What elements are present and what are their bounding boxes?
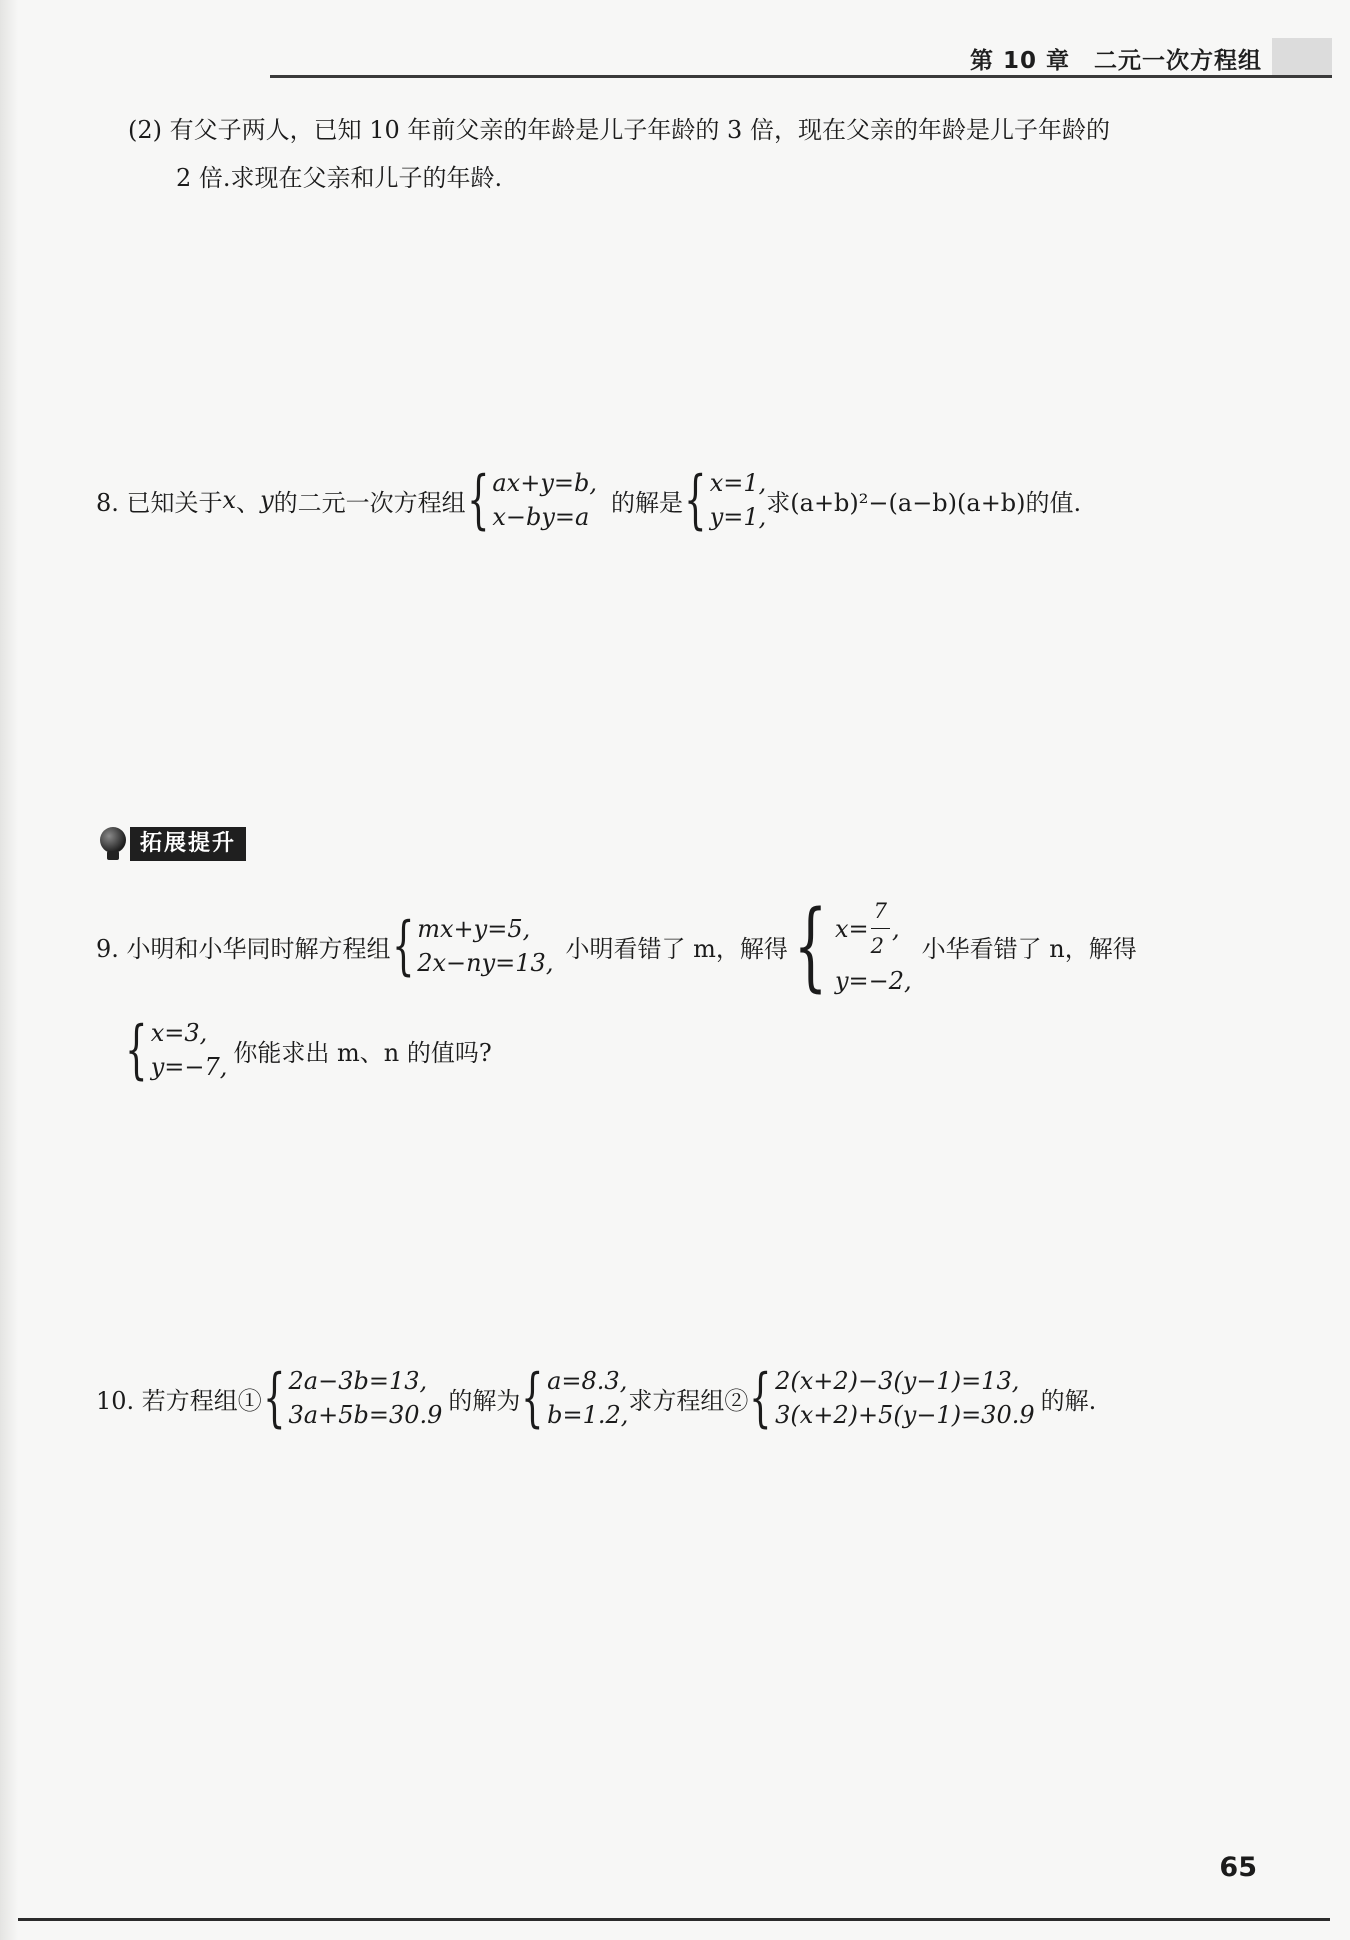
q10-system-2 — [748, 1361, 1035, 1435]
q9-ming-fraction — [871, 894, 890, 963]
page-number: 65 — [1219, 1852, 1257, 1883]
q10-solution-text: 的解为 — [448, 1386, 521, 1415]
q9-ming-y: y=−2, — [834, 967, 912, 995]
q8-sol1: x=1, — [709, 469, 767, 497]
q9-ming-x: x= — [834, 914, 869, 943]
lightbulb-icon — [98, 827, 128, 861]
left-brace: { — [749, 1361, 772, 1435]
chapter-title: 第 10 章 二元一次方程组 — [969, 48, 1262, 74]
q8-equation-system — [466, 463, 597, 537]
q8-mid: 的二元一次方程组 — [273, 488, 466, 517]
header-rule — [270, 75, 1332, 78]
q10-tail: 的解. — [1040, 1386, 1097, 1415]
q10-eq3: 2(x+2)−3(y−1)=13, — [775, 1367, 1020, 1395]
q10-prefix: 10. 若方程组① — [96, 1386, 262, 1415]
q10-sol2: b=1.2, — [547, 1401, 629, 1429]
q8-tail: 求(a+b)²−(a−b)(a+b)的值. — [766, 488, 1082, 517]
q8-eq1: ax+y=b, — [492, 469, 597, 497]
q8-var-y: y — [260, 486, 274, 514]
left-brace: { — [262, 1361, 286, 1435]
q9-hua-y: y=−7, — [150, 1053, 228, 1081]
q8-solution-system — [683, 463, 767, 537]
question-9 — [96, 890, 1137, 1002]
question-8 — [96, 463, 1082, 537]
q8-var-x: x — [222, 486, 237, 514]
left-brace: { — [521, 1361, 544, 1435]
left-brace: { — [125, 1013, 148, 1087]
q9-ming-denominator: 2 — [870, 934, 884, 958]
q9-ming-text: 小明看错了 m，解得 — [565, 934, 788, 963]
q9-ming-solution — [788, 890, 912, 1002]
q9-hua-text: 小华看错了 n，解得 — [921, 934, 1137, 963]
q7-2-line1: (2) 有父子两人，已知 10 年前父亲的年龄是儿子年龄的 3 倍，现在父亲的年龄是儿子年龄的 — [128, 116, 1110, 144]
left-brace: { — [684, 463, 707, 537]
q9-question: 你能求出 m、n 的值吗? — [233, 1038, 492, 1067]
q9-eq1: mx+y=5, — [417, 915, 531, 943]
q8-solution-text: 的解是 — [610, 488, 683, 517]
q10-eq2: 3a+5b=30.9 — [288, 1401, 443, 1429]
question-10 — [96, 1361, 1097, 1435]
header-tab — [1272, 38, 1332, 75]
q9-ming-numerator: 7 — [871, 894, 890, 929]
q10-eq4: 3(x+2)+5(y−1)=30.9 — [775, 1401, 1035, 1429]
q7-2-line2: 2 倍.求现在父亲和儿子的年龄. — [176, 164, 503, 192]
q10-solution-system — [520, 1361, 629, 1435]
section-tag — [98, 826, 246, 862]
page-header — [270, 38, 1332, 78]
q10-mid: 求方程组② — [628, 1386, 749, 1415]
q9-equation-system — [391, 909, 554, 983]
q9-hua-solution — [124, 1013, 228, 1087]
q9-prefix: 9. 小明和小华同时解方程组 — [96, 934, 391, 963]
left-brace: { — [391, 909, 415, 983]
q9-hua-x: x=3, — [150, 1019, 208, 1047]
bottom-rule — [18, 1918, 1330, 1921]
q10-system-1 — [262, 1361, 443, 1435]
q10-sol1: a=8.3, — [547, 1367, 628, 1395]
q8-eq2: x−by=a — [492, 503, 590, 531]
q10-eq1: 2a−3b=13, — [288, 1367, 428, 1395]
q8-sep: 、 — [236, 488, 261, 517]
question-9-continued — [124, 1013, 492, 1087]
left-brace: { — [793, 890, 828, 1002]
q9-ming-comma: , — [891, 914, 900, 943]
q8-sol2: y=1, — [709, 503, 767, 531]
page-edge-shadow — [0, 0, 18, 1940]
section-label: 拓展提升 — [130, 827, 246, 861]
q9-eq2: 2x−ny=13, — [417, 949, 554, 977]
q8-prefix: 8. 已知关于 — [96, 488, 223, 517]
left-brace: { — [466, 463, 490, 537]
